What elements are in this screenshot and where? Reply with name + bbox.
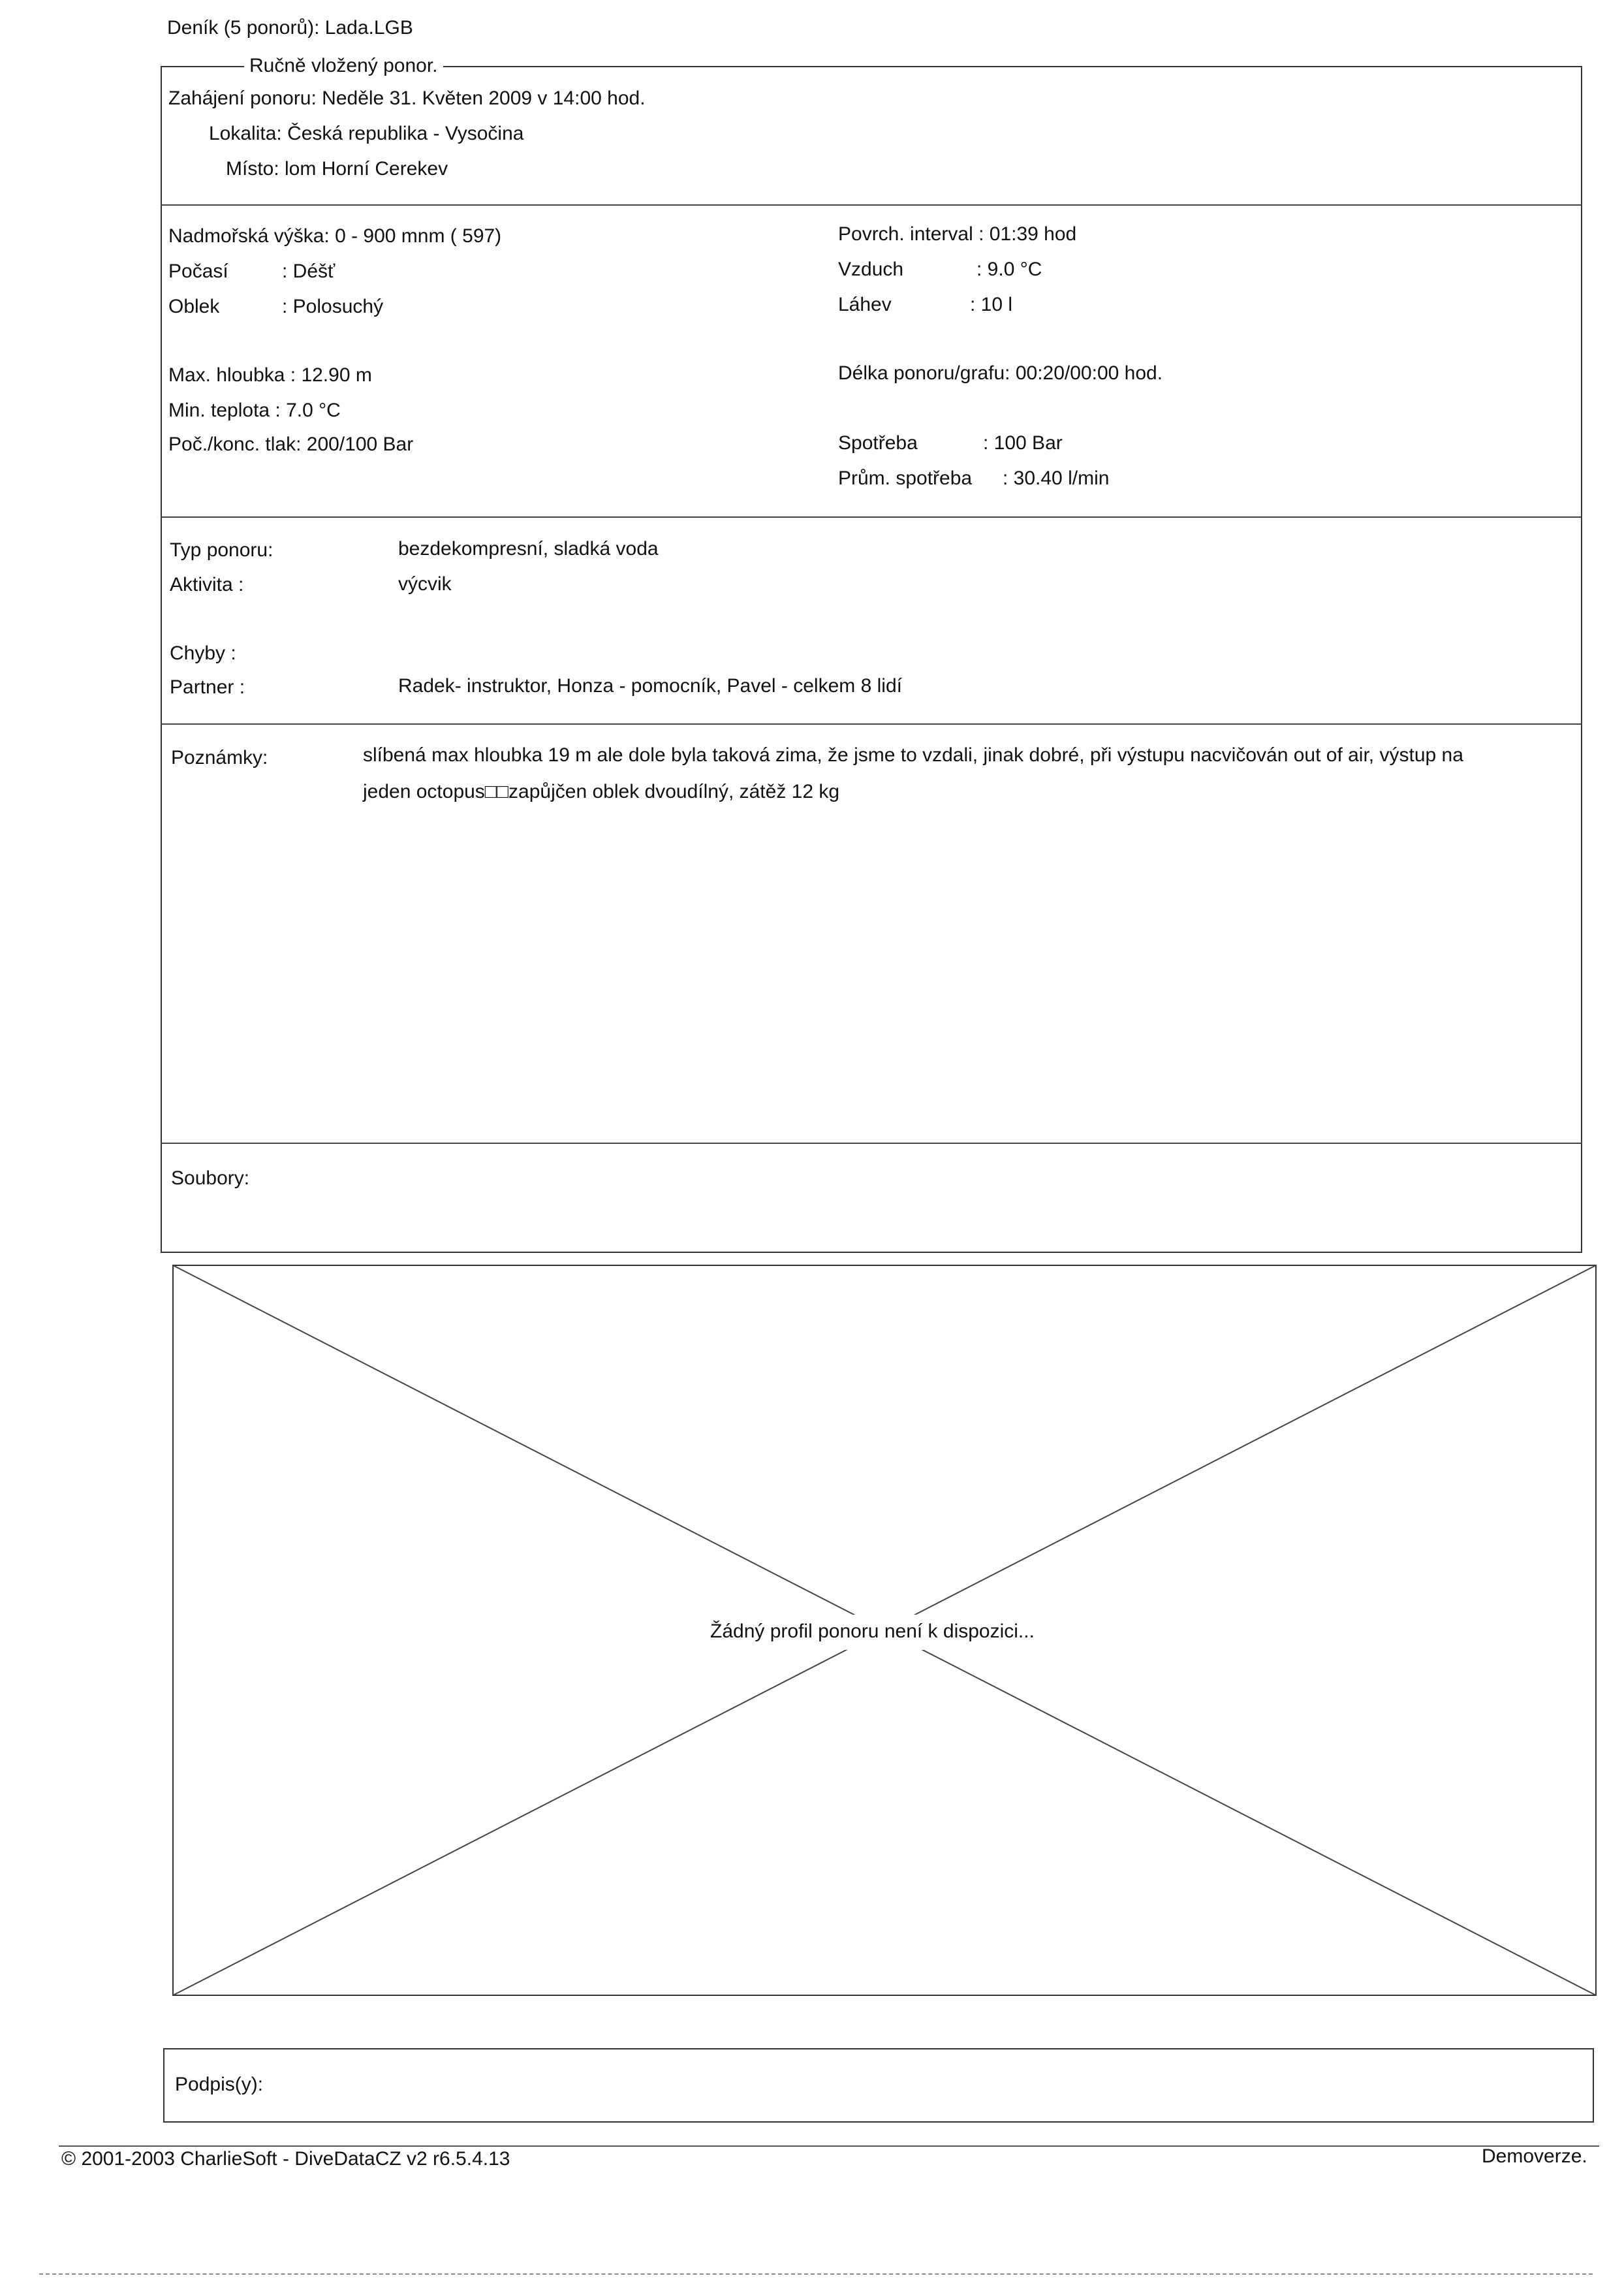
min-temp: Min. teplota : 7.0 °C <box>168 400 341 421</box>
weather-value: : Déšť <box>282 261 336 282</box>
dive-locality: Lokalita: Česká republika - Vysočina <box>209 123 524 144</box>
avg-consumption-label: Prům. spotřeba <box>838 467 973 489</box>
tank-value: : 10 l <box>970 294 1013 315</box>
section-divider <box>161 1143 1582 1144</box>
no-profile-message: Žádný profil ponoru není k dispozici... <box>710 1621 1035 1642</box>
dive-box-legend: Ručně vložený ponor. <box>244 56 443 76</box>
partner-value: Radek- instruktor, Honza - pomocník, Pavel - celkem 8 lidí <box>398 675 902 697</box>
scan-artifact <box>39 2273 1593 2275</box>
dive-duration: Délka ponoru/grafu: 00:20/00:00 hod. <box>838 362 1163 384</box>
edition: Demoverze. <box>1482 2145 1587 2167</box>
notes-line-2: jeden octopus□□zapůjčen oblek dvoudílný, zátěž 12 kg <box>363 781 840 802</box>
notes-label: Poznámky: <box>171 747 268 768</box>
files-label: Soubory: <box>171 1167 250 1189</box>
dive-start: Zahájení ponoru: Neděle 31. Květen 2009 v 14:00 hod. <box>168 87 646 109</box>
tank-label: Láhev <box>838 294 892 315</box>
dive-profile-panel <box>172 1265 1597 1996</box>
errors-label: Chyby : <box>170 642 236 664</box>
dive-type-value: bezdekompresní, sladká voda <box>398 538 659 560</box>
max-depth: Max. hloubka : 12.90 m <box>168 364 372 386</box>
consumption-label: Spotřeba <box>838 432 918 454</box>
footer-rule <box>59 2145 1599 2147</box>
copyright: © 2001-2003 CharlieSoft - DiveDataCZ v2 r6.5.4.13 <box>61 2148 510 2170</box>
section-divider <box>161 723 1582 725</box>
tank-pressure: Poč./konc. tlak: 200/100 Bar <box>168 434 414 455</box>
log-title: Deník (5 ponorů): Lada.LGB <box>167 17 413 39</box>
avg-consumption-value: : 30.40 l/min <box>1003 467 1110 489</box>
weather-label: Počasí <box>168 261 228 282</box>
signature-box <box>163 2048 1594 2123</box>
section-divider <box>161 204 1582 206</box>
activity-label: Aktivita : <box>170 574 244 595</box>
consumption-value: : 100 Bar <box>983 432 1063 454</box>
air-temp-value: : 9.0 °C <box>976 259 1042 280</box>
altitude: Nadmořská výška: 0 - 900 mnm ( 597) <box>168 225 502 247</box>
suit-label: Oblek <box>168 296 220 317</box>
partner-label: Partner : <box>170 676 245 698</box>
activity-value: výcvik <box>398 573 452 595</box>
section-divider <box>161 516 1582 518</box>
notes-line-1: slíbená max hloubka 19 m ale dole byla taková zima, že jsme to vzdali, jinak dobré, při výstupu nacvičován out of air, výstup na <box>363 744 1463 766</box>
air-temp-label: Vzduch <box>838 259 904 280</box>
suit-value: : Polosuchý <box>282 296 384 317</box>
signature-label: Podpis(y): <box>175 2074 264 2095</box>
surface-interval: Povrch. interval : 01:39 hod <box>838 223 1077 245</box>
dive-type-label: Typ ponoru: <box>170 539 273 561</box>
dive-place: Místo: lom Horní Cerekev <box>226 158 448 180</box>
